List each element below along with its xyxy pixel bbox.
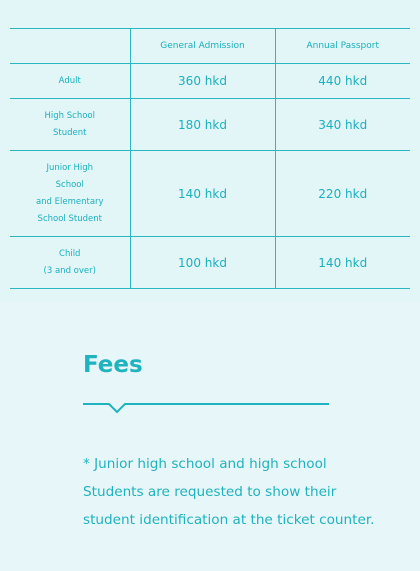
header-annual-passport: Annual Passport <box>275 29 410 64</box>
header-general-admission: General Admission <box>130 29 275 64</box>
note-line: student identification at the ticket counter. <box>83 512 375 528</box>
note-line: Students are requested to show their <box>83 484 337 500</box>
price-general-adult: 360 hkd <box>130 64 275 99</box>
price-general-junior-high: 140 hkd <box>130 151 275 237</box>
fee-table <box>10 28 410 289</box>
price-general-high-school: 180 hkd <box>130 99 275 151</box>
id-requirement-note <box>83 450 403 534</box>
price-general-child: 100 hkd <box>130 237 275 289</box>
table-row <box>10 151 410 237</box>
row-label-child: Child (3 and over) <box>10 237 130 289</box>
price-annual-high-school: 340 hkd <box>275 99 410 151</box>
row-label-junior-high: Junior High School and Elementary School Student <box>10 151 130 237</box>
table-row <box>10 237 410 289</box>
note-line: * Junior high school and high school <box>83 456 327 472</box>
price-annual-adult: 440 hkd <box>275 64 410 99</box>
header-empty-cell <box>10 29 130 64</box>
price-annual-child: 140 hkd <box>275 237 410 289</box>
row-label-high-school: High School Student <box>10 99 130 151</box>
row-label-adult: Adult <box>10 64 130 99</box>
fees-heading: Fees <box>83 352 143 378</box>
price-annual-junior-high: 220 hkd <box>275 151 410 237</box>
table-header-row <box>10 29 410 64</box>
heading-divider-chevron-icon <box>83 398 331 414</box>
table-row <box>10 99 410 151</box>
table-row <box>10 64 410 99</box>
